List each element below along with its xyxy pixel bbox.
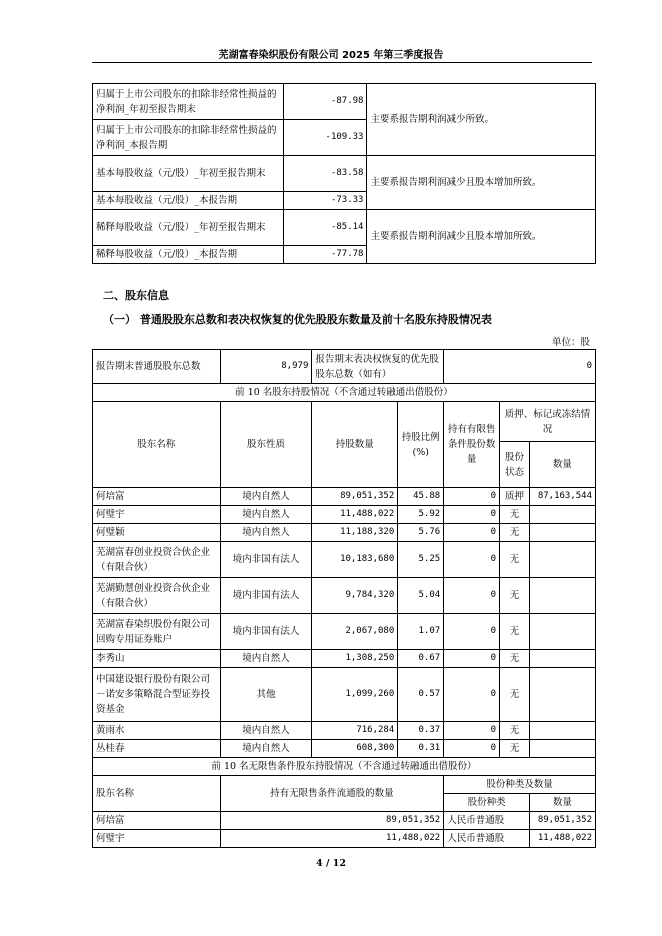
holder-restricted: 0 <box>444 614 500 650</box>
value-cell: -87.98 <box>283 84 367 120</box>
u-holder-name: 何培富 <box>93 812 221 830</box>
u-header-qty: 持有无限售条件流通股的数量 <box>220 776 444 812</box>
item-cell: 基本每股收益（元/股）_年初至报告期末 <box>93 156 284 192</box>
u-holder-qty: 89,051,352 <box>220 812 444 830</box>
u-holder-name: 何璧宇 <box>93 830 221 848</box>
holder-status: 无 <box>500 668 530 722</box>
holder-nature: 境内非国有法人 <box>220 542 312 578</box>
header-nature: 股东性质 <box>220 402 312 488</box>
holder-restricted: 0 <box>444 740 500 758</box>
header-qty: 数量 <box>529 442 595 488</box>
holder-ratio: 0.57 <box>398 668 444 722</box>
holder-status: 无 <box>500 722 530 740</box>
header-name: 股东名称 <box>93 402 221 488</box>
eps-table <box>92 83 596 264</box>
header-rule <box>92 62 592 63</box>
u-header-type-group: 股份种类及数量 <box>444 776 596 794</box>
holder-name: 何培富 <box>93 488 221 506</box>
holder-name: 黄雨水 <box>93 722 221 740</box>
holder-qty <box>529 542 595 578</box>
holder-ratio: 45.88 <box>398 488 444 506</box>
holder-restricted: 0 <box>444 668 500 722</box>
holder-status: 质押 <box>500 488 530 506</box>
holder-name: 芜湖富春创业投资合伙企业（有限合伙） <box>93 542 221 578</box>
holder-ratio: 0.31 <box>398 740 444 758</box>
u-holder-type: 人民币普通股 <box>444 812 530 830</box>
u-holder-count: 89,051,352 <box>529 812 595 830</box>
holder-restricted: 0 <box>444 488 500 506</box>
page-number: 4 / 12 <box>316 858 346 869</box>
pref-value: 0 <box>444 350 596 384</box>
holder-qty <box>529 650 595 668</box>
holder-qty <box>529 614 595 650</box>
value-cell: -85.14 <box>283 210 367 246</box>
header-status: 股份状态 <box>500 442 530 488</box>
holder-status: 无 <box>500 524 530 542</box>
holder-ratio: 0.67 <box>398 650 444 668</box>
u-header-name: 股东名称 <box>93 776 221 812</box>
holder-nature: 其他 <box>220 668 312 722</box>
holder-nature: 境内自然人 <box>220 740 312 758</box>
holder-qty <box>529 578 595 614</box>
holder-ratio: 5.92 <box>398 506 444 524</box>
holder-nature: 境内自然人 <box>220 650 312 668</box>
holder-restricted: 0 <box>444 506 500 524</box>
holder-shares: 608,300 <box>312 740 398 758</box>
holder-shares: 11,188,320 <box>312 524 398 542</box>
holder-restricted: 0 <box>444 722 500 740</box>
holder-status: 无 <box>500 542 530 578</box>
total-label: 报告期末普通股股东总数 <box>93 350 221 384</box>
holder-shares: 11,488,022 <box>312 506 398 524</box>
holder-shares: 9,784,320 <box>312 578 398 614</box>
top10-title: 前 10 名股东持股情况（不含通过转融通出借股份） <box>93 384 596 402</box>
u-header-count: 数量 <box>529 794 595 812</box>
holder-ratio: 5.76 <box>398 524 444 542</box>
header-shares: 持股数量 <box>312 402 398 488</box>
unit-label: 单位：股 <box>551 337 590 348</box>
holder-nature: 境内自然人 <box>220 488 312 506</box>
unrestricted-title: 前 10 名无限售条件股东持股情况（不含通过转融通出借股份） <box>93 758 596 776</box>
holder-nature: 境内自然人 <box>220 524 312 542</box>
holder-ratio: 5.04 <box>398 578 444 614</box>
item-cell: 稀释每股收益（元/股）_本报告期 <box>93 246 284 264</box>
item-cell: 归属于上市公司股东的扣除非经常性损益的净利润_年初至报告期末 <box>93 84 284 120</box>
holder-name: 李秀山 <box>93 650 221 668</box>
holder-name: 芜湖富春染织股份有限公司回购专用证券账户 <box>93 614 221 650</box>
value-cell: -109.33 <box>283 120 367 156</box>
holder-restricted: 0 <box>444 524 500 542</box>
holder-nature: 境内自然人 <box>220 506 312 524</box>
value-cell: -73.33 <box>283 192 367 210</box>
holder-name: 何璧颖 <box>93 524 221 542</box>
u-holder-count: 11,488,022 <box>529 830 595 848</box>
holder-qty <box>529 722 595 740</box>
holder-qty <box>529 668 595 722</box>
holder-shares: 1,099,260 <box>312 668 398 722</box>
holder-shares: 1,308,250 <box>312 650 398 668</box>
header-ratio: 持股比例(%) <box>398 402 444 488</box>
section-title: 二、股东信息 <box>103 289 169 302</box>
holder-qty: 87,163,544 <box>529 488 595 506</box>
reason-cell: 主要系报告期利润减少且股本增加所致。 <box>367 210 596 264</box>
holder-status: 无 <box>500 578 530 614</box>
page-header: 芜湖富春染织股份有限公司 2025 年第三季度报告 <box>218 50 444 61</box>
holder-shares: 2,067,080 <box>312 614 398 650</box>
holder-name: 芜湖勤慧创业投资合伙企业（有限合伙） <box>93 578 221 614</box>
holder-qty <box>529 506 595 524</box>
holder-ratio: 0.37 <box>398 722 444 740</box>
reason-cell: 主要系报告期利润减少所致。 <box>367 84 596 156</box>
item-cell: 归属于上市公司股东的扣除非经常性损益的净利润_本报告期 <box>93 120 284 156</box>
header-pledge: 质押、标记或冻结情况 <box>500 402 596 442</box>
holder-ratio: 5.25 <box>398 542 444 578</box>
total-value: 8,979 <box>220 350 312 384</box>
holder-ratio: 1.07 <box>398 614 444 650</box>
shareholder-table <box>92 349 596 848</box>
item-cell: 稀释每股收益（元/股）_年初至报告期末 <box>93 210 284 246</box>
holder-name: 丛桂春 <box>93 740 221 758</box>
holder-status: 无 <box>500 506 530 524</box>
holder-nature: 境内自然人 <box>220 722 312 740</box>
holder-status: 无 <box>500 650 530 668</box>
holder-restricted: 0 <box>444 578 500 614</box>
holder-restricted: 0 <box>444 650 500 668</box>
holder-restricted: 0 <box>444 542 500 578</box>
u-holder-type: 人民币普通股 <box>444 830 530 848</box>
pref-label: 报告期末表决权恢复的优先股股东总数（如有） <box>312 350 444 384</box>
holder-shares: 10,183,680 <box>312 542 398 578</box>
value-cell: -77.78 <box>283 246 367 264</box>
holder-status: 无 <box>500 614 530 650</box>
section-subtitle: （一） 普通股股东总数和表决权恢复的优先股股东数量及前十名股东持股情况表 <box>103 313 492 326</box>
holder-shares: 89,051,352 <box>312 488 398 506</box>
holder-nature: 境内非国有法人 <box>220 578 312 614</box>
holder-qty <box>529 740 595 758</box>
item-cell: 基本每股收益（元/股）_本报告期 <box>93 192 284 210</box>
u-holder-qty: 11,488,022 <box>220 830 444 848</box>
value-cell: -83.58 <box>283 156 367 192</box>
holder-nature: 境内非国有法人 <box>220 614 312 650</box>
holder-status: 无 <box>500 740 530 758</box>
holder-shares: 716,284 <box>312 722 398 740</box>
header-restricted: 持有有限售条件股份数量 <box>444 402 500 488</box>
holder-name: 何璧宇 <box>93 506 221 524</box>
holder-name: 中国建设银行股份有限公司－诺安多策略混合型证券投资基金 <box>93 668 221 722</box>
reason-cell: 主要系报告期利润减少且股本增加所致。 <box>367 156 596 210</box>
u-header-type: 股份种类 <box>444 794 530 812</box>
holder-qty <box>529 524 595 542</box>
